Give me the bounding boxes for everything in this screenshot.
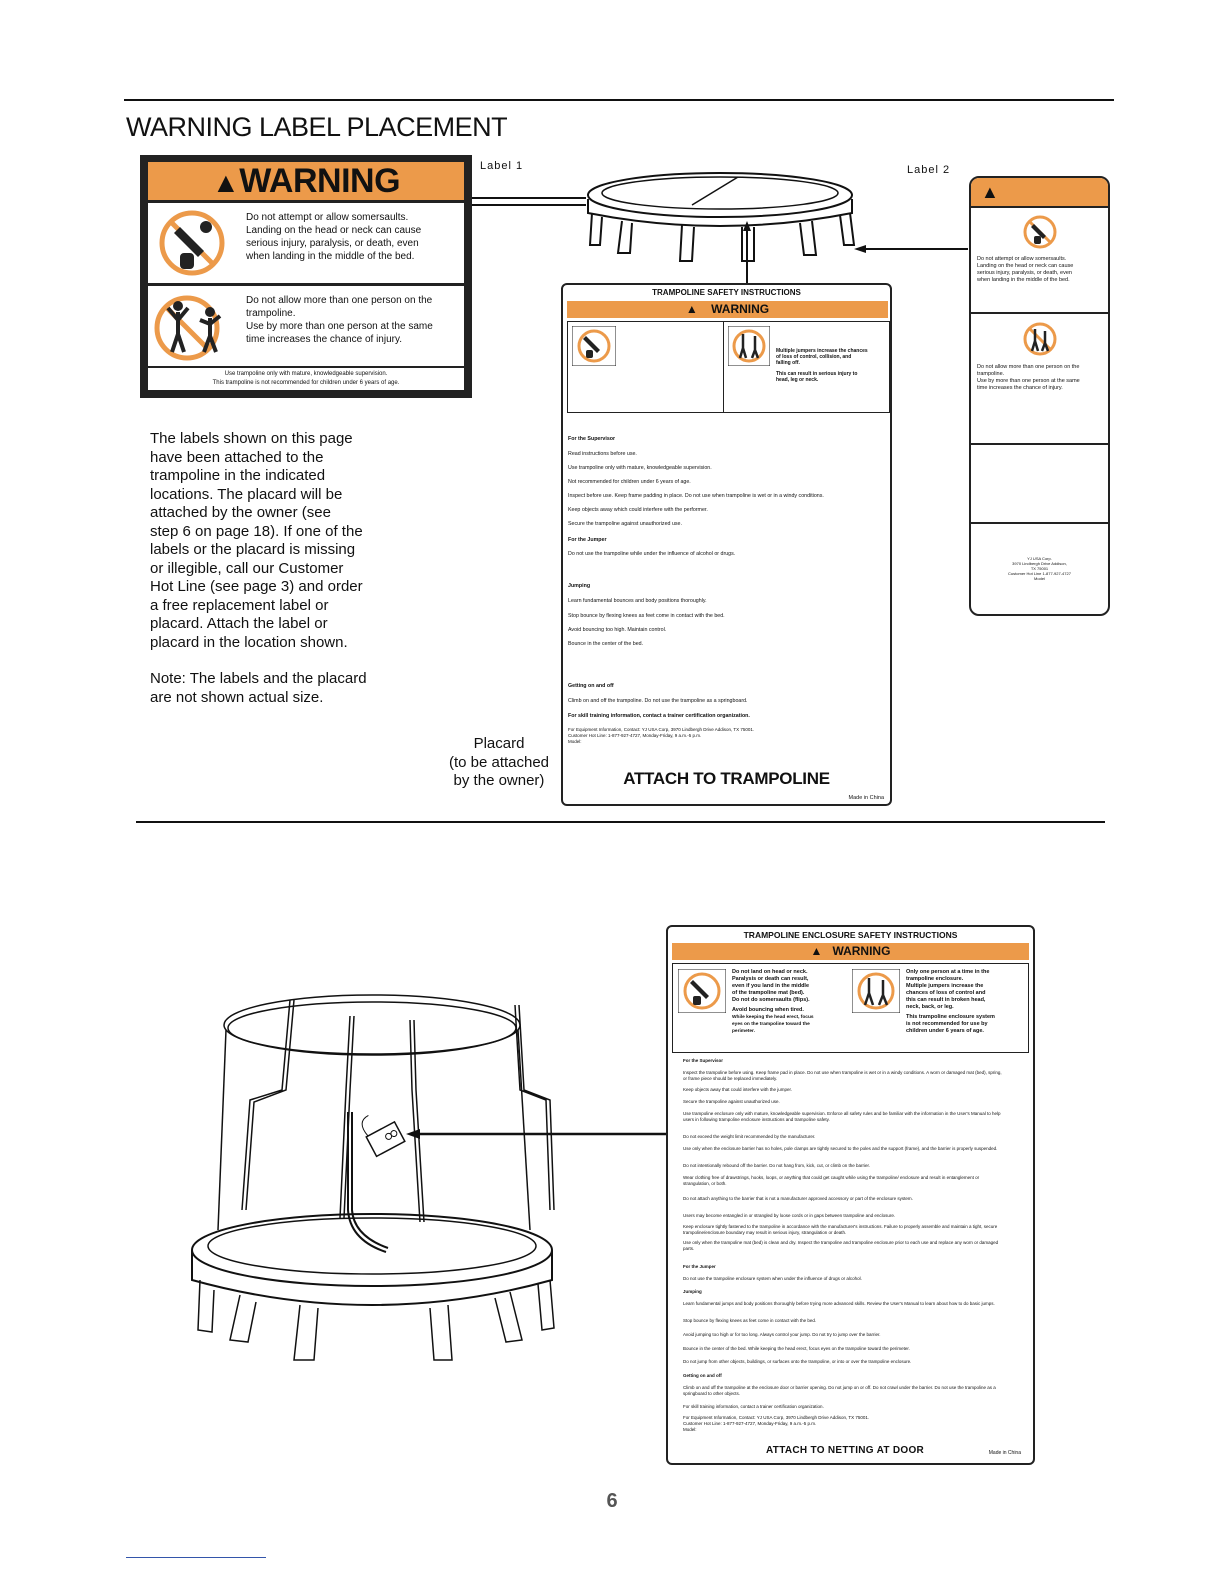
enclosure-attach-text: ATTACH TO NETTING AT DOOR	[766, 1445, 925, 1456]
placard-line: Use trampoline only with mature, knowledgeable supervision.	[568, 465, 712, 471]
no-somersault-icon	[152, 207, 232, 279]
placard-line: Not recommended for children under 6 years of age.	[568, 479, 691, 485]
enclosure-section-head: Getting on and off	[683, 1373, 722, 1378]
trampoline-enclosure-diagram	[190, 990, 670, 1370]
placard-warn-line: of loss of control, collision, and	[776, 354, 852, 360]
placard-attach-text: ATTACH TO TRAMPOLINE	[623, 769, 830, 788]
placard-section-head: For the Supervisor	[568, 436, 616, 442]
placard-caption-line: by the owner)	[453, 772, 545, 789]
safety-placard	[561, 283, 892, 806]
enclosure-line: Learn fundamental jumps and body positions thoroughly before trying more advanced skills. Review the User's Manual to learn about how to do basic jumps.	[683, 1301, 995, 1306]
placard-heading: TRAMPOLINE SAFETY INSTRUCTIONS	[652, 288, 801, 297]
enclosure-line: Do not jump from other objects, buildings, or surfaces onto the trampoline, or into or over the trampoline enclosure.	[683, 1359, 912, 1364]
no-somersault-icon	[1022, 214, 1058, 250]
enclosure-left-warn-line: Do not do somersaults (flips).	[732, 997, 810, 1003]
label2-warning-bar	[971, 178, 1108, 206]
enclosure-line: Bounce in the center of the bed. While keeping the head erect, focus eyes on the trampoline toward the perimeter.	[683, 1346, 910, 1351]
description-line: or illegible, call our Customer	[150, 559, 344, 577]
enclosure-line: For skill training information, contact a trainer certification organization.	[683, 1404, 824, 1409]
enclosure-icon-box	[672, 963, 1029, 1053]
no-somersault-icon	[678, 969, 726, 1013]
enclosure-contact-line: For Equipment Information, Contact: YJ USA Corp, 3970 Lindbergh Drive Addison, TX 75001.	[683, 1415, 870, 1420]
placard-warn-line: head, leg or neck.	[776, 377, 819, 383]
description-line: a free replacement label or	[150, 596, 329, 614]
enclosure-line: Users may become entangled in or strangled by loose cords or in gaps between trampoline and enclosure.	[683, 1213, 896, 1218]
enclosure-left-warn-line: eyes on the trampoline toward the	[732, 1022, 810, 1027]
placard-section-head: For the Jumper	[568, 537, 607, 543]
placard-line: Climb on and off the trampoline. Do not use the trampoline as a springboard.	[568, 698, 748, 704]
enclosure-right-warn-line: chances of loss of control and	[906, 990, 986, 996]
description-paragraph	[150, 430, 410, 707]
enclosure-section-head: For the Jumper	[683, 1264, 716, 1269]
placard-warn-line: falling off.	[776, 360, 800, 366]
description-line: attached by the owner (see	[150, 504, 331, 521]
enclosure-warning-bar	[672, 943, 1029, 960]
enclosure-section-head: Jumping	[683, 1289, 702, 1294]
enclosure-line: Stop bounce by flexing knees as feet come in contact with the bed.	[683, 1318, 817, 1323]
label1-footer-line: This trampoline is not recommended for children under 6 years of age.	[212, 380, 400, 386]
label2-item1-line: Landing on the head or neck can cause	[977, 263, 1074, 269]
placard-line: Read instructions before use.	[568, 451, 637, 457]
enclosure-line: Climb on and off the trampoline at the enclosure door or barrier opening. Do not jump on or off. Do not crawl under the barrier. Do not use the trampoline as a springboard to other objects.	[683, 1385, 996, 1396]
enclosure-line: Avoid jumping too high or for too long. Always control your jump. Do not try to jump over the barrier.	[683, 1332, 881, 1337]
one-person-only-icon	[152, 290, 232, 362]
label1-item2-line: time increases the chance of injury.	[246, 334, 403, 345]
enclosure-right-warn-line: neck, back, or leg.	[906, 1004, 954, 1010]
placard-line: Do not use the trampoline while under the influence of alcohol or drugs.	[568, 551, 736, 557]
label2-contact-line: YJ USA Corp.	[1027, 556, 1052, 561]
placard-contact-line: For Equipment Information, Contact: YJ USA Corp, 3970 Lindbergh Drive Addison, TX 75001.	[568, 727, 755, 732]
label2-item2-line: Do not allow more than one person on the	[977, 364, 1080, 370]
enclosure-line: Keep enclosure tightly fastened to the trampoline in accordance with the manufacturer's instructions. Failure to properly assemble and maintain a tight, secure trampoline/enclosure boundary may result in serious injury, strangulation or death.	[683, 1224, 998, 1235]
enclosure-left-warn-line: While keeping the head erect, focus	[732, 1015, 814, 1020]
label2-contact-line: TX 75001	[1030, 566, 1049, 571]
enclosure-right-warn-line: Only one person at a time in the	[906, 969, 990, 975]
description-line: placard. Attach the label or	[150, 615, 328, 632]
enclosure-line: Do not exceed the weight limit recommended by the manufacturer.	[683, 1134, 816, 1139]
placard-line: Stop bounce by flexing knees as feet come in contact with the bed.	[568, 613, 725, 619]
description-line: placard in the location shown.	[150, 633, 348, 651]
enclosure-line: Secure the trampoline against unauthorized use.	[683, 1099, 780, 1104]
placard-warn-line: This can result in serious injury to	[776, 371, 858, 377]
warning-triangle-icon: ▲	[810, 944, 833, 958]
warning-label-2	[969, 176, 1110, 616]
description-line: The labels shown on this page	[150, 430, 353, 447]
label2-contact-line: Model	[1034, 576, 1045, 581]
enclosure-line: Wear clothing free of drawstrings, hooks, loops, or anything that could get caught while using the trampoline/ enclosure and result in entanglement or strangulation, or both.	[683, 1175, 980, 1186]
top-rule	[124, 99, 1114, 101]
enclosure-contact-line: Model:	[683, 1427, 697, 1432]
label2-item2-line: Use by more than one person at the same	[977, 378, 1080, 384]
label1-item1-line: when landing in the middle of the bed.	[246, 251, 415, 262]
enclosure-line: Use only when the trampoline mat (bed) is clean and dry. Inspect the trampoline and trampoline enclosure prior to each use and replace any worn or damaged parts.	[683, 1240, 999, 1251]
description-line: step 6 on page 18). If one of the	[150, 522, 363, 540]
no-somersault-icon	[572, 326, 616, 366]
note-line: Note: The labels and the placard	[150, 670, 367, 687]
label1-row-one-person	[148, 286, 464, 366]
middle-rule	[136, 821, 1105, 823]
enclosure-line: Do not use the trampoline enclosure system when under the influence of drugs or alcohol.	[683, 1276, 862, 1281]
enclosure-right-warn-line: This trampoline enclosure system	[906, 1014, 995, 1020]
enclosure-right-warn-line: this can result in broken head,	[906, 997, 986, 1003]
trampoline-diagram-top	[460, 165, 980, 295]
label1-item1-line: serious injury, paralysis, or death, even	[246, 238, 419, 249]
description-line: Hot Line (see page 3) and order	[150, 578, 363, 595]
description-line: have been attached to the	[150, 448, 324, 466]
label2-contact-line: 3970 Lindbergh Drive Addison,	[1012, 561, 1067, 566]
enclosure-right-warn-line: children under 6 years of age.	[906, 1028, 984, 1034]
label1-footer-line: Use trampoline only with mature, knowledgeable supervision.	[224, 371, 388, 377]
enclosure-safety-placard	[666, 925, 1035, 1465]
enclosure-left-warn-line: Do not land on head or neck.	[732, 969, 808, 975]
enclosure-section-head: For the Supervisor	[683, 1058, 724, 1063]
description-line: locations. The placard will be	[150, 485, 343, 503]
enclosure-left-warn-line: perimeter.	[732, 1029, 755, 1034]
label2-contact-line: Customer Hot Line 1-877-927-4727	[1008, 571, 1071, 576]
warning-triangle-icon: ▲	[685, 302, 712, 316]
placard-line: Secure the trampoline against unauthorized use.	[568, 521, 682, 527]
label2-item2-line: time increases the chance of injury.	[977, 385, 1063, 391]
footer-rule	[126, 1557, 266, 1558]
placard-warning-text: WARNING	[711, 302, 770, 316]
label1-footer	[148, 368, 464, 390]
enclosure-line: Use trampoline enclosure only with mature, knowledgeable supervision. Enforce all safety rules and be familiar with the information in the User's Manual to help users in following trampoline enclosure instructions and trampoline safety.	[683, 1111, 1001, 1122]
label1-item2-line: Do not allow more than one person on the	[246, 295, 433, 306]
placard-warning-bar	[567, 301, 888, 318]
enclosure-warning-text: WARNING	[832, 944, 891, 958]
placard-caption-line: Placard	[473, 735, 525, 752]
label1-item1-line: Do not attempt or allow somersaults.	[246, 212, 409, 223]
enclosure-heading: TRAMPOLINE ENCLOSURE SAFETY INSTRUCTIONS	[743, 930, 958, 940]
enclosure-left-warn-line: Paralysis or death can result,	[732, 976, 809, 982]
placard-line: Keep objects away which could interfere with the performer.	[568, 507, 708, 513]
page-title: WARNING LABEL PLACEMENT	[126, 112, 508, 142]
enclosure-line: Do not intentionally rebound off the barrier. Do not hang from, kick, cut, or climb on the barrier.	[683, 1163, 871, 1168]
placard-section-head: Jumping	[568, 583, 591, 589]
enclosure-left-warn-line: of the trampoline mat (bed).	[732, 990, 805, 996]
label1-item2-line: trampoline.	[246, 308, 296, 319]
placard-line: Bounce in the center of the bed.	[568, 641, 644, 647]
label1-tag: Label 1	[480, 160, 524, 172]
label1-warning-bar	[148, 162, 464, 200]
label2-tag: Label 2	[907, 164, 951, 176]
label1-row-somersault	[148, 203, 464, 283]
label1-item1-line: Landing on the head or neck can cause	[246, 225, 422, 236]
warning-triangle-icon: ▲	[981, 182, 999, 202]
placard-warn-line: Multiple jumpers increase the chances	[776, 348, 868, 354]
placard-contact-line: Model:	[568, 739, 582, 744]
enclosure-right-warn-line: is not recommended for use by	[906, 1021, 988, 1027]
placard-section-head: Getting on and off	[568, 683, 614, 689]
enclosure-contact-line: Customer Hot Line: 1-877-927-4727, Monday-Friday, 9 a.m.-5 p.m.	[683, 1421, 817, 1426]
warning-label-1	[140, 155, 472, 398]
enclosure-left-warn-line: even if you land in the middle	[732, 983, 810, 989]
note-line: are not shown actual size.	[150, 688, 324, 706]
enclosure-line: Keep objects away that could interfere with the jumper.	[683, 1087, 793, 1092]
placard-caption-line: (to be attached	[448, 753, 550, 771]
enclosure-made-in: Made in China	[988, 1450, 1021, 1456]
placard-caption	[440, 735, 558, 791]
enclosure-line: Inspect the trampoline before using. Keep frame pad in place. Do not use when trampoline is wet or in a windy conditions. A worn or damaged mat (bed), spring, or frame piece should be replaced immediately.	[683, 1070, 1002, 1081]
label2-item2-line: trampoline.	[977, 371, 1005, 377]
placard-contact-line: Customer Hot Line: 1-877-927-4727, Monday-Friday, 9 a.m.-5 p.m.	[568, 733, 702, 738]
label1-heading: WARNING	[239, 162, 401, 200]
placard-line: Inspect before use. Keep frame padding in place. Do not use when trampoline is wet or in a windy conditions.	[568, 493, 824, 499]
one-person-only-icon	[728, 326, 770, 366]
one-person-only-icon	[852, 969, 900, 1013]
description-line: trampoline in the indicated	[150, 467, 326, 484]
warning-triangle-icon: ▲	[211, 167, 240, 198]
label2-item1-line: Do not attempt or allow somersaults.	[977, 256, 1067, 262]
page-number: 6	[606, 1490, 618, 1512]
enclosure-line: Use only when the enclosure barrier has no holes, pole clamps are tightly secured to the poles and the support (frame), and the barrier is properly suspended.	[683, 1146, 998, 1151]
placard-line: For skill training information, contact a trainer certification organization.	[568, 713, 750, 719]
label2-item1-line: when landing in the middle of the bed.	[977, 277, 1070, 283]
enclosure-right-warn-line: trampoline enclosure.	[906, 976, 964, 982]
label2-item1-line: serious injury, paralysis, or death, even	[977, 270, 1072, 276]
label1-item2-line: Use by more than one person at the same	[246, 321, 433, 332]
enclosure-line: Do not attach anything to the barrier that is not a manufacturer approved accessory or part of the enclosure system.	[683, 1196, 913, 1201]
placard-icon-box	[567, 321, 890, 413]
enclosure-right-warn-line: Multiple jumpers increase the	[906, 983, 984, 989]
placard-line: Avoid bouncing too high. Maintain control.	[568, 627, 667, 633]
placard-line: Learn fundamental bounces and body positions thoroughly.	[568, 598, 707, 604]
enclosure-left-warn-line: Avoid bouncing when tired.	[732, 1007, 804, 1013]
placard-made-in: Made in China	[848, 795, 884, 801]
one-person-only-icon	[1022, 321, 1058, 357]
description-line: labels or the placard is missing	[150, 541, 356, 558]
